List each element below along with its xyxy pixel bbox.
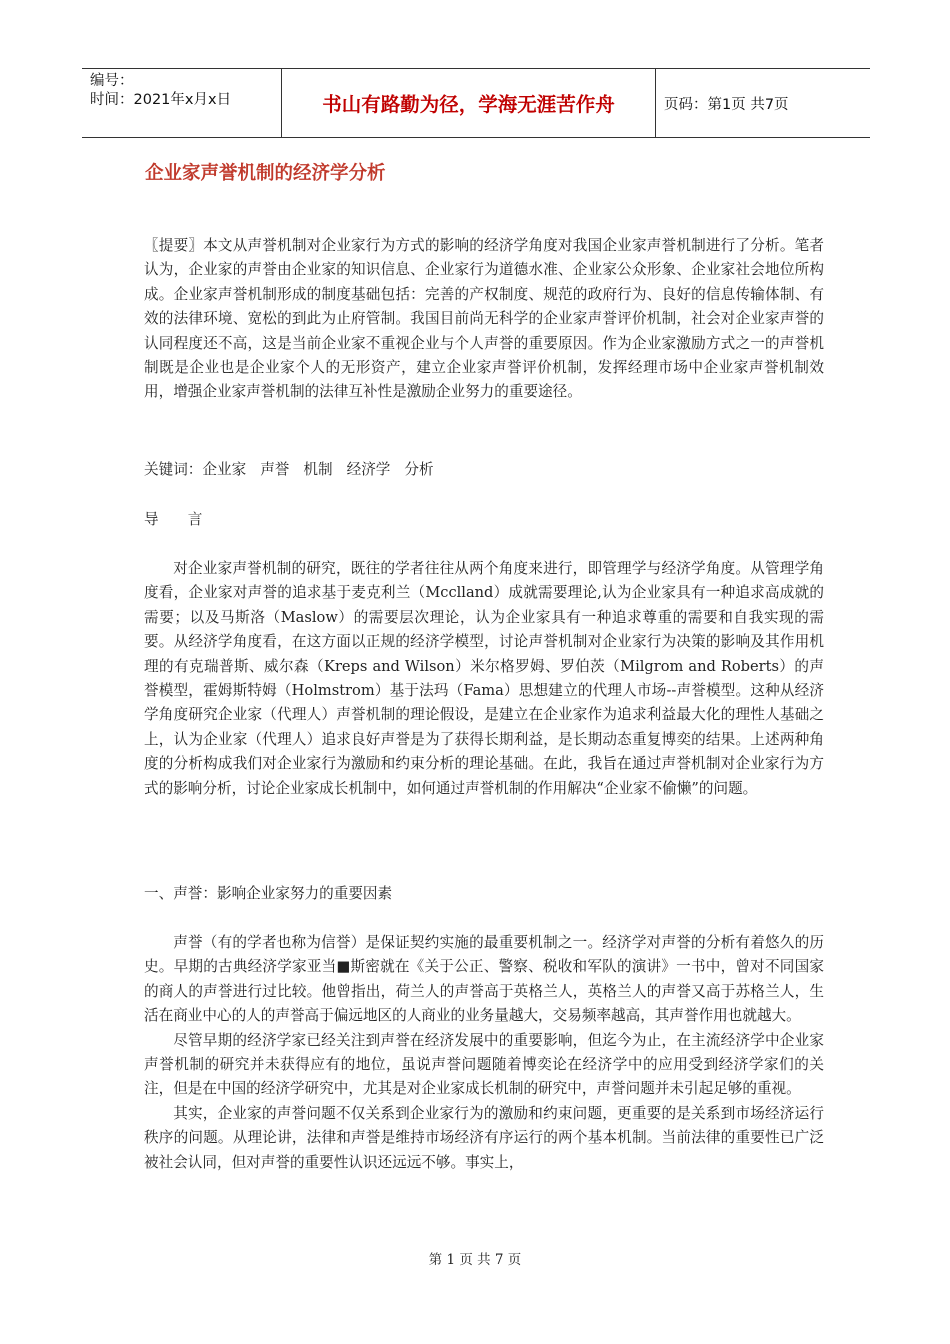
abstract-block (144, 234, 824, 405)
keyword-term: 分析 (404, 461, 434, 478)
keywords-line (144, 458, 448, 482)
header-motto: 书山有路勤为径，学海无涯苦作舟 (282, 69, 656, 137)
section1-heading: 一、声誉：影响企业家努力的重要因素 (144, 885, 393, 902)
keyword-term: 经济学 (346, 461, 391, 478)
keyword-term: 机制 (303, 461, 333, 478)
page-footer: 第 1 页 共 7 页 (428, 1252, 522, 1268)
abstract-paragraph: 〖提要〗本文从声誉机制对企业家行为方式的影响的经济学角度对我国企业家声誉机制进行了分析。笔者认为，企业家的声誉由企业家的知识信息、企业家行为道德水准、企业家公众形象、企业家社会地位所构成。企业家声誉机制形成的制度基础包括：完善的产权制度、规范的政府行为、良好的信息传输体制、有效的法律环境、宽松的到此为止府管制。我国目前尚无科学的企业家声誉评价机制，社会对企业家声誉的认同程度还不高，这是当前企业家不重视企业与个人声誉的重要原因。作为企业家激励方式之一的声誉机制既是企业也是企业家个人的无形资产，建立企业家声誉评价机制，发挥经理市场中企业家声誉机制效用，增强企业家声誉机制的法律互补性是激励企业努力的重要途径。 (144, 237, 824, 401)
keywords-label: 关键词： (144, 461, 203, 478)
intro-heading: 导 言 (144, 511, 203, 528)
section1-block (144, 931, 824, 1175)
document-title: 企业家声誉机制的经济学分析 (145, 163, 386, 184)
section1-paragraph: 声誉（有的学者也称为信誉）是保证契约实施的最重要机制之一。经济学对声誉的分析有着悠久的历史。早期的古典经济学家亚当■斯密就在《关于公正、警察、税收和军队的演讲》一书中，曾对不同国家的商人的声誉进行过比较。他曾指出，荷兰人的声誉高于英格兰人，英格兰人的声誉又高于苏格兰人，生活在商业中心的人的声誉高于偏远地区的人商业的业务量越大，交易频率越高，其声誉作用也就越大。 (144, 934, 824, 1025)
serial-number-label: 编号： (90, 73, 134, 89)
section1-paragraph: 尽管早期的经济学家已经关注到声誉在经济发展中的重要影响，但迄今为止，在主流经济学中企业家声誉机制的研究并未获得应有的地位，虽说声誉问题随着博奕论在经济学中的应用受到经济学家们的关注，但是在中国的经济学研究中，尤其是对企业家成长机制的研究中，声誉问题并未引起足够的重视。 (144, 1031, 824, 1098)
intro-block (144, 557, 824, 801)
header-page-info: 页码：第1页 共7页 (664, 96, 789, 113)
header-meta-cell (82, 69, 282, 137)
intro-paragraph: 对企业家声誉机制的研究，既往的学者往往从两个角度来进行，即管理学与经济学角度。从管理学角度看，企业家对声誉的追求基于麦克利兰（Mcclland）成就需要理论,认为企业家具有一种追求高成就的需要；以及马斯洛（Maslow）的需要层次理论，认为企业家具有一种追求尊重的需要和自我实现的需要。从经济学角度看，在这方面以正规的经济学模型，讨论声誉机制对企业家行为决策的影响及其作用机理的有克瑞普斯、威尔森（Kreps and Wilson）米尔格罗姆、罗伯茨（Milgrom and Roberts）的声誉模型，霍姆斯特姆（Holmstrom）基于法玛（Fama）思想建立的代理人市场--声誉模型。这种从经济学角度研究企业家（代理人）声誉机制的理论假设，是建立在企业家作为追求利益最大化的理性人基础之上，认为企业家（代理人）追求良好声誉是为了获得长期利益，是长期动态重复博奕的结果。上述两种角度的分析构成我们对企业家行为激励和约束分析的理论基础。在此，我旨在通过声誉机制对企业家行为方式的影响分析，讨论企业家成长机制中，如何通过声誉机制的作用解决“企业家不偷懒”的问题。 (144, 560, 824, 797)
keyword-term: 企业家 (202, 461, 247, 478)
header-table (82, 68, 870, 138)
time-label: 时间：2021年x月x日 (90, 92, 232, 108)
keyword-term: 声誉 (260, 461, 290, 478)
section1-paragraph: 其实，企业家的声誉问题不仅关系到企业家行为的激励和约束问题，更重要的是关系到市场经济运行秩序的问题。从理论讲，法律和声誉是维持市场经济有序运行的两个基本机制。当前法律的重要性已广泛被社会认同，但对声誉的重要性认识还远远不够。事实上， (144, 1104, 824, 1171)
